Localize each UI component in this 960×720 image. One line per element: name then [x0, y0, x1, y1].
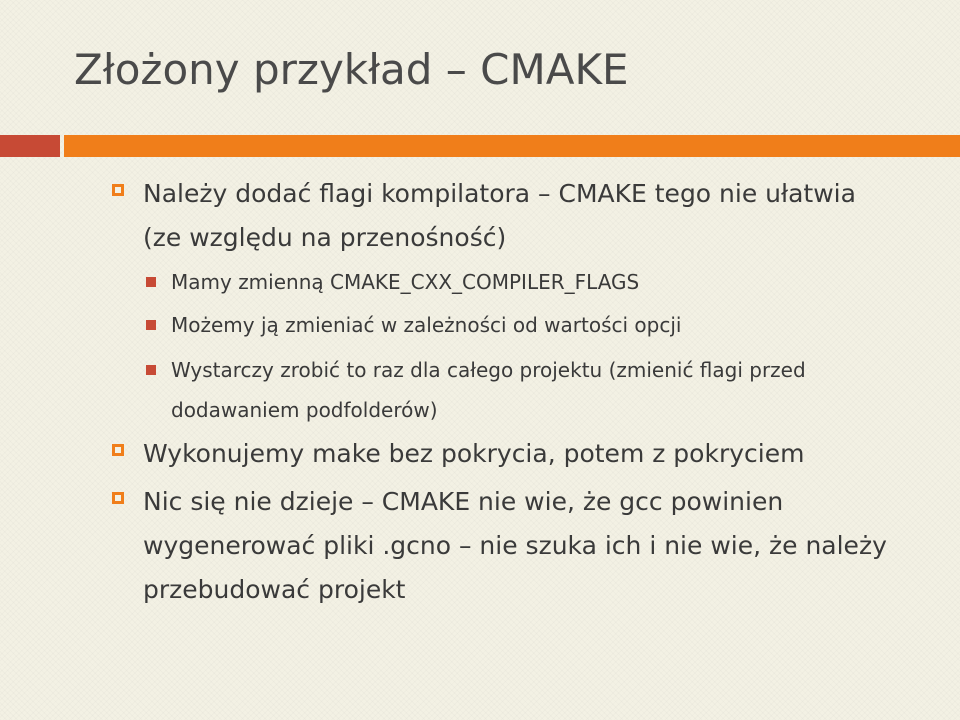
- sub-bullet-text: Możemy ją zmieniać w zależności od wartości opcji: [171, 313, 682, 337]
- bullet-text: Należy dodać flagi kompilatora – CMAKE tego nie ułatwia (ze względu na przenośność): [143, 179, 856, 252]
- slide-title: Złożony przykład – CMAKE: [74, 45, 629, 94]
- bullet-item-2: [112, 432, 902, 476]
- sub-bullet-item-1-3: [146, 350, 906, 430]
- square-bullet-icon: [112, 444, 124, 456]
- filled-square-bullet-icon: [146, 320, 156, 330]
- square-bullet-icon: [112, 492, 124, 504]
- sub-bullet-item-1-2: [146, 305, 906, 345]
- square-bullet-icon: [112, 184, 124, 196]
- filled-square-bullet-icon: [146, 277, 156, 287]
- bullet-item-3: [112, 480, 902, 612]
- sub-bullet-text: Mamy zmienną CMAKE_CXX_COMPILER_FLAGS: [171, 270, 640, 294]
- bullet-text: Wykonujemy make bez pokrycia, potem z pokryciem: [143, 439, 805, 468]
- title-underline-main-bar: [64, 135, 960, 157]
- sub-bullet-item-1-1: [146, 262, 906, 302]
- filled-square-bullet-icon: [146, 365, 156, 375]
- bullet-text: Nic się nie dzieje – CMAKE nie wie, że gcc powinien wygenerować pliki .gcno – nie szuka ich i nie wie, że należy przebudować projekt: [143, 487, 887, 604]
- bullet-item-1: [112, 172, 902, 260]
- sub-bullet-text: Wystarczy zrobić to raz dla całego projektu (zmienić flagi przed dodawaniem podfolderów): [171, 358, 806, 422]
- title-underline-left-bar: [0, 135, 60, 157]
